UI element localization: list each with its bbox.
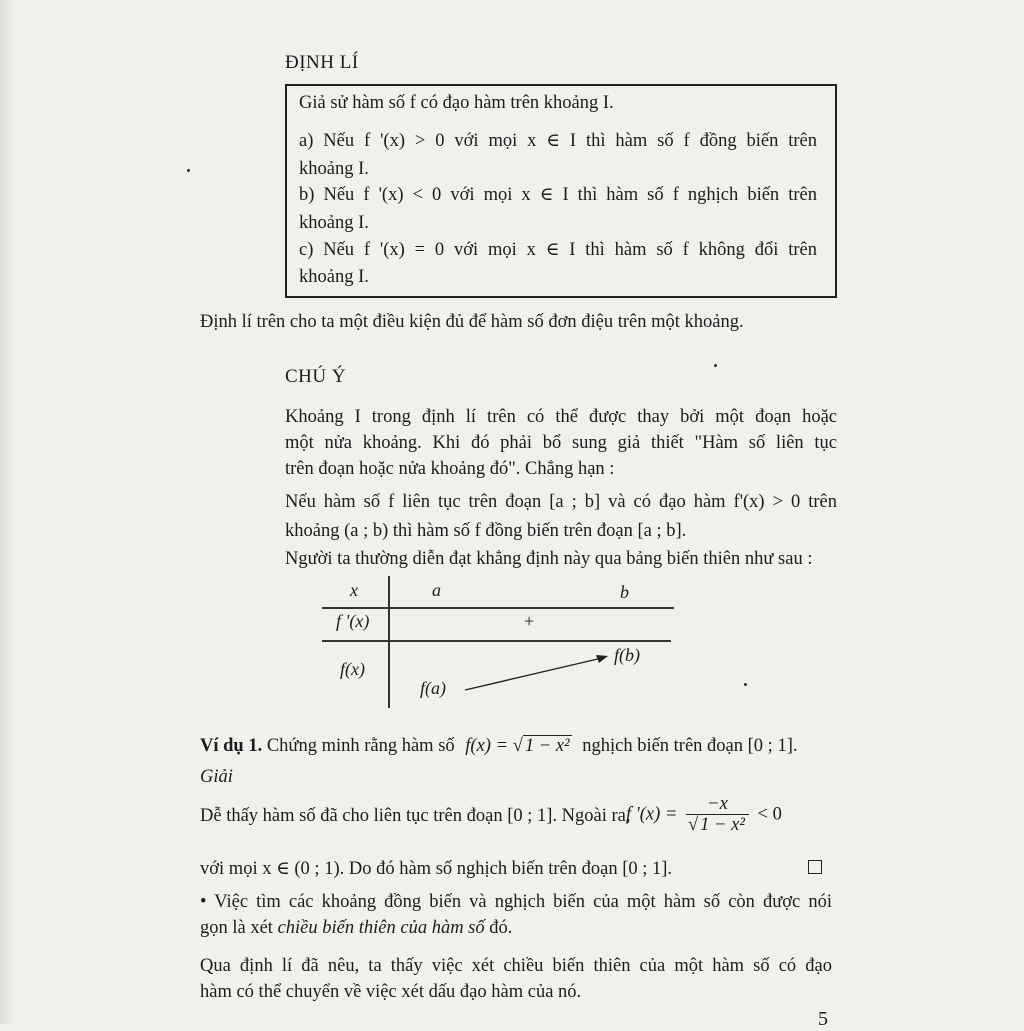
theorem-a-line1: a) Nếu f '(x) > 0 với mọi x ∈ I thì hàm số f đồng biến trên [299, 131, 817, 151]
final-line1: Qua định lí đã nêu, ta thấy việc xét chiều biến thiên của một hàm số có đạo [200, 956, 832, 976]
example1-label: Ví dụ 1. [200, 736, 263, 756]
bullet-line2-em: chiều biến thiên của hàm số [277, 918, 485, 938]
table-a-label: a [432, 580, 441, 600]
example1-statement [200, 733, 797, 759]
derivative-expression [626, 794, 782, 835]
note-p1-line2: một nửa khoảng. Khi đó phải bổ sung giả thiết "Hàm số liên tục [285, 433, 837, 453]
theorem-b-line2: khoảng I. [299, 213, 369, 233]
note-p1-line3: trên đoạn hoặc nửa khoảng đó". Chẳng hạn : [285, 459, 615, 479]
note-heading: CHÚ Ý [285, 366, 347, 387]
derivative-den-radicand: 1 − x² [700, 815, 745, 835]
theorem-c-line1: c) Nếu f '(x) = 0 với mọi x ∈ I thì hàm số f không đổi trên [299, 240, 817, 260]
derivative-denominator: √ 1 − x² [688, 815, 745, 835]
theorem-a-line2: khoảng I. [299, 159, 369, 179]
note-p2-line2: khoảng (a ; b) thì hàm số f đồng biến trên đoạn [a ; b]. [285, 521, 687, 541]
bullet-line1: • Việc tìm các khoảng đồng biến và nghịch biến của một hàm số còn được nói [200, 892, 832, 912]
print-speck [187, 169, 190, 172]
table-sign: + [524, 611, 535, 631]
print-speck [714, 364, 717, 367]
increase-arrow-icon [322, 576, 692, 712]
example1-text: Chứng minh rằng hàm số [266, 736, 455, 756]
example1-text-after: nghịch biến trên đoạn [0 ; 1]. [582, 736, 798, 756]
after-theorem-text: Định lí trên cho ta một điều kiện đủ để hàm số đơn điệu trên một khoảng. [200, 312, 744, 332]
page-edge-shadow [0, 0, 14, 1024]
table-fa-label: f(a) [420, 678, 446, 698]
bullet-line2 [200, 915, 512, 941]
sqrt-icon: √ 1 − x² [512, 736, 570, 756]
bullet-line2-pre: gọn là xét [200, 918, 278, 938]
variation-table [322, 576, 692, 712]
table-fprime-label: f '(x) [336, 611, 370, 631]
qed-box-icon [808, 860, 822, 874]
derivative-numerator: −x [686, 794, 749, 815]
bullet-line2-post: đó. [484, 918, 513, 938]
table-fb-label: f(b) [614, 645, 640, 665]
theorem-box [285, 84, 837, 298]
example1-func-lhs: f(x) = [465, 736, 509, 756]
theorem-c-line2: khoảng I. [299, 267, 369, 287]
derivative-fraction [686, 794, 749, 835]
solution-line2: với mọi x ∈ (0 ; 1). Do đó hàm số nghịch biến trên đoạn [0 ; 1]. [200, 859, 673, 879]
table-b-label: b [620, 582, 629, 602]
table-x-label: x [350, 580, 358, 600]
note-p1-line1: Khoảng I trong định lí trên có thể được thay bởi một đoạn hoặc [285, 407, 837, 427]
note-p2-line1: Nếu hàm số f liên tục trên đoạn [a ; b] và có đạo hàm f'(x) > 0 trên [285, 492, 837, 512]
theorem-heading: ĐỊNH LÍ [285, 52, 359, 73]
solution-heading: Giải [200, 767, 233, 787]
derivative-rhs: < 0 [757, 804, 782, 825]
solution-line1: Dễ thấy hàm số đã cho liên tục trên đoạn [0 ; 1]. Ngoài ra, [200, 806, 631, 826]
theorem-b-line1: b) Nếu f '(x) < 0 với mọi x ∈ I thì hàm số f nghịch biến trên [299, 185, 817, 205]
final-line2: hàm có thể chuyển về việc xét dấu đạo hàm của nó. [200, 982, 582, 1002]
theorem-intro: Giả sử hàm số f có đạo hàm trên khoảng I. [299, 93, 614, 113]
print-speck [744, 683, 747, 686]
page-number: 5 [818, 1008, 828, 1030]
derivative-lhs: f '(x) = [626, 804, 678, 825]
example1-func-radicand: 1 − x² [524, 736, 570, 756]
table-f-label: f(x) [340, 659, 365, 679]
note-p3-line1: Người ta thường diễn đạt khẳng định này qua bảng biến thiên như sau : [285, 549, 813, 569]
